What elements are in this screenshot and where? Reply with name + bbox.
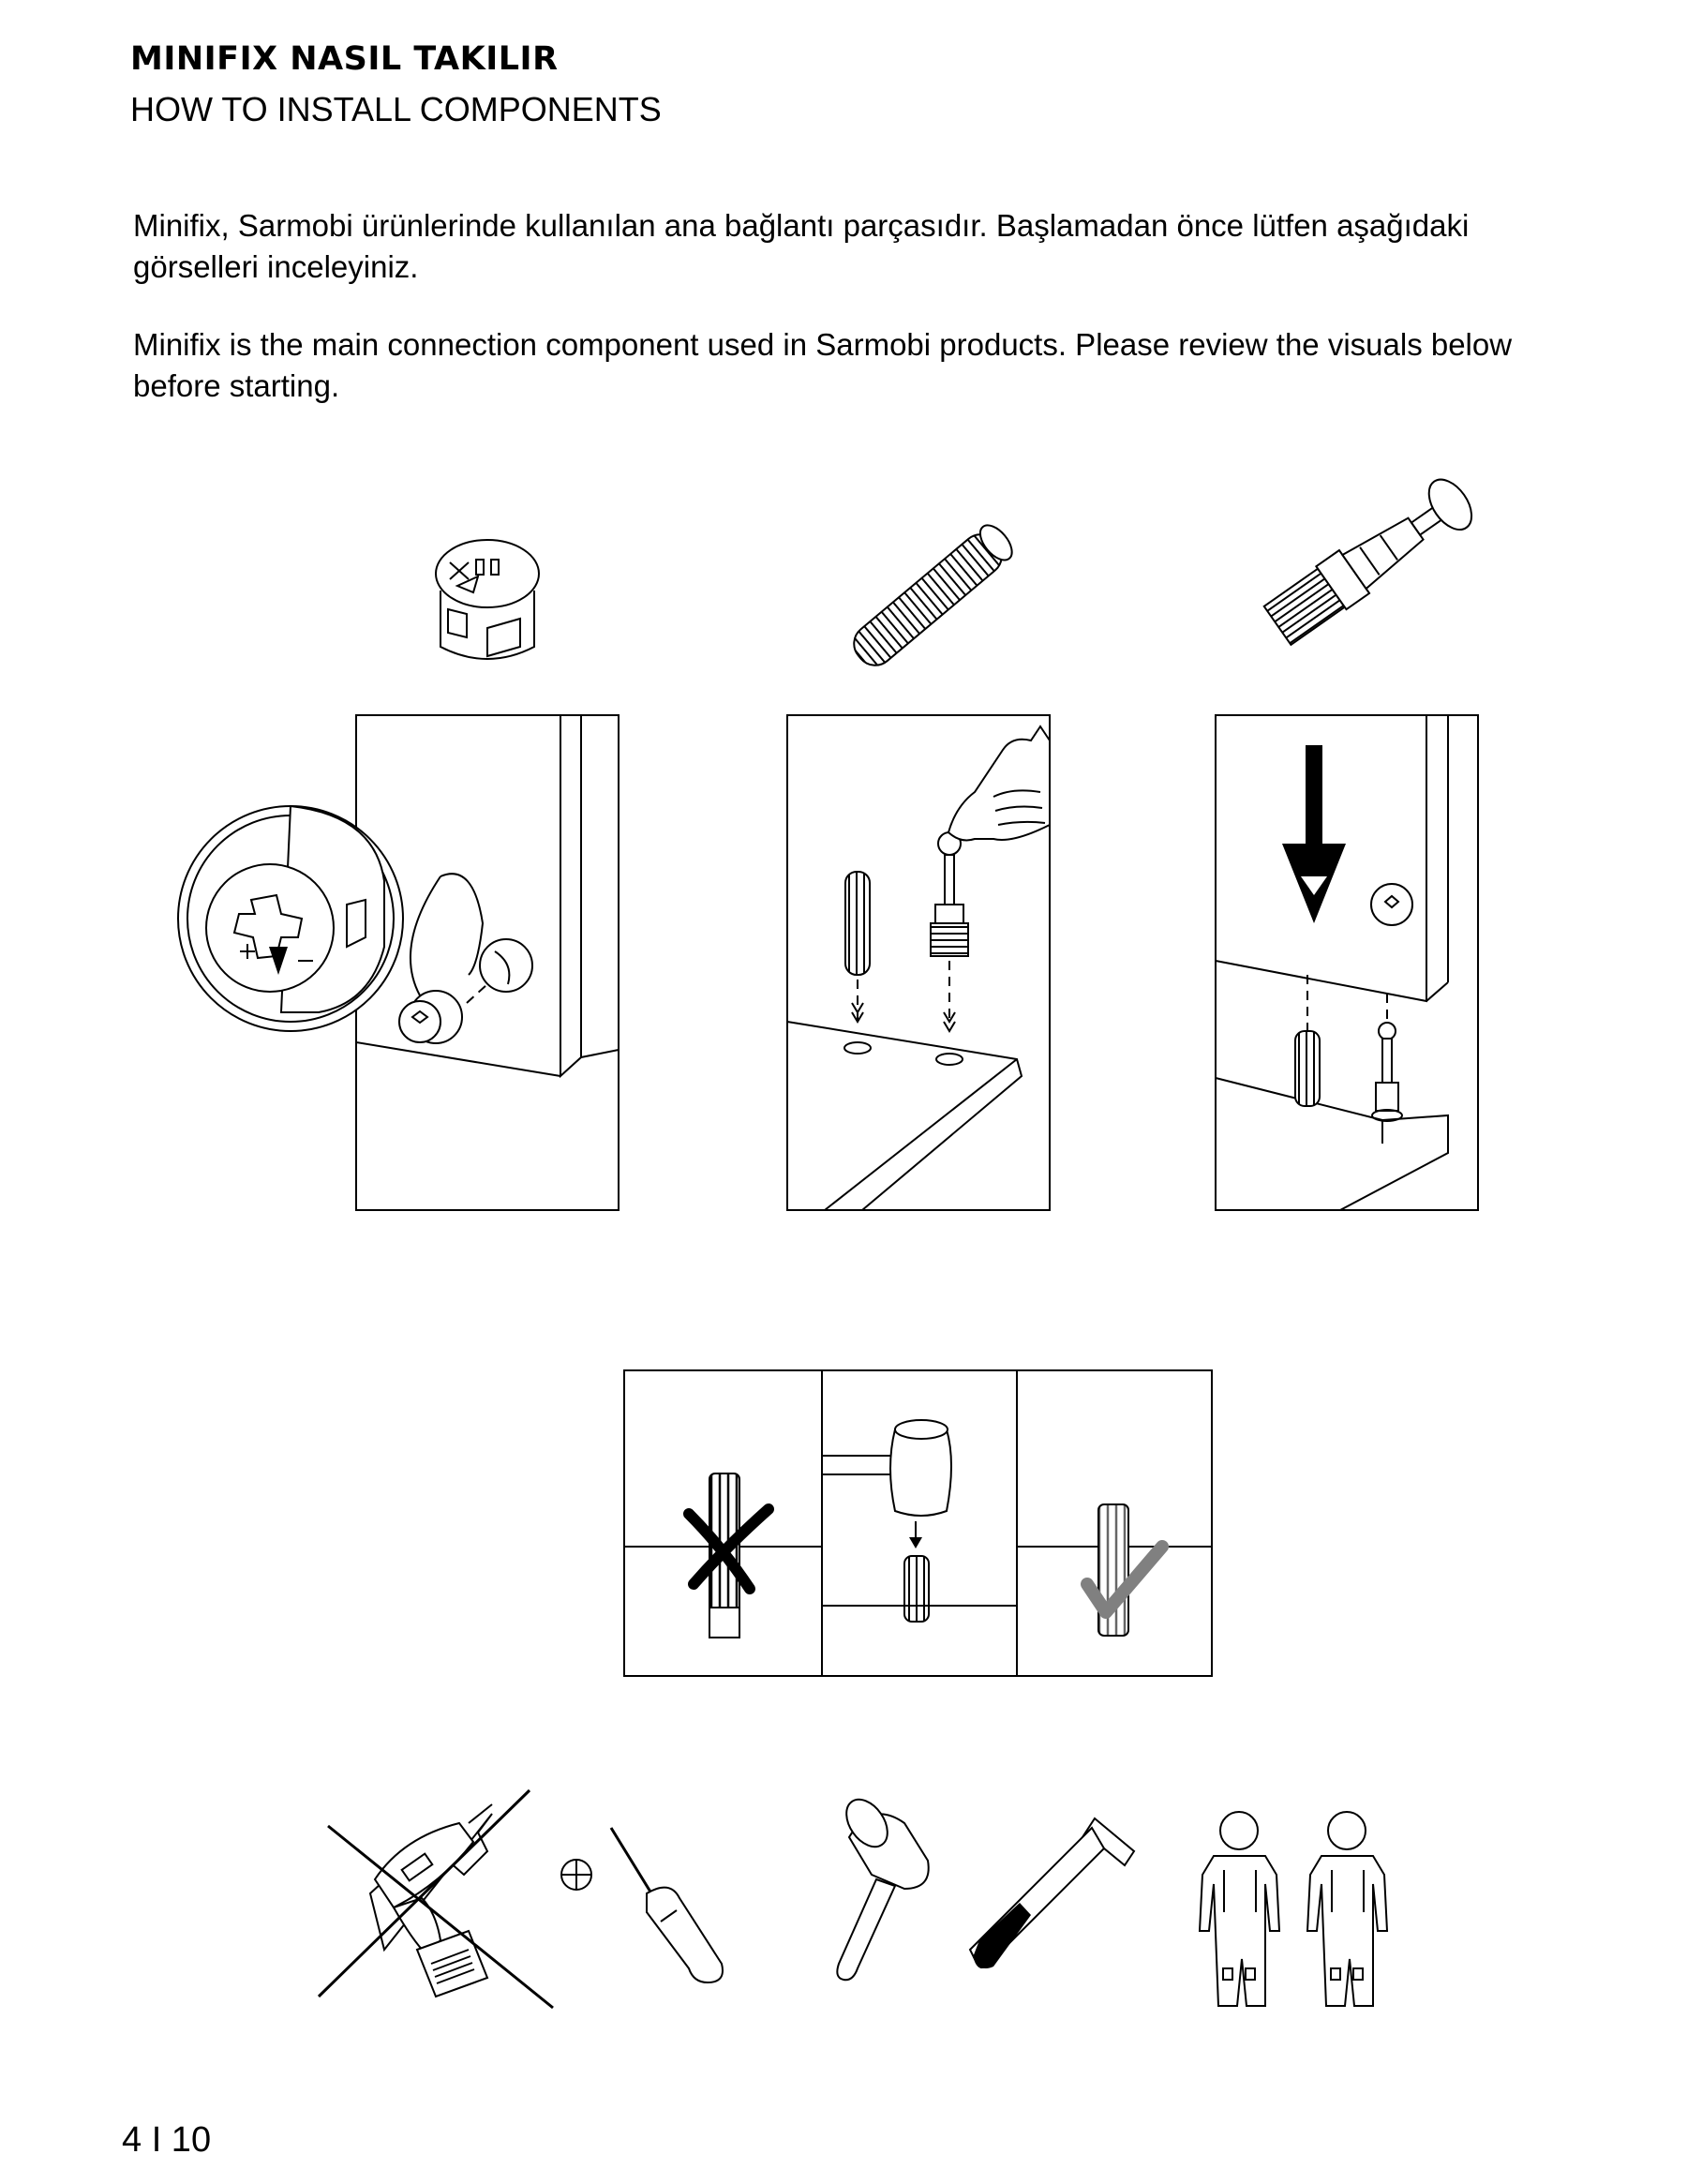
intro-paragraph-en: Minifix is the main connection component used in Sarmobi products. Please review the visuals below before starting. [133, 327, 1513, 403]
mallet-tap-dowel-icon [822, 1420, 1017, 1622]
page-subtitle: HOW TO INSTALL COMPONENTS [130, 90, 662, 128]
rubber-mallet-icon [837, 1792, 928, 1981]
intro-paragraph-tr: Minifix, Sarmobi ürünlerinde kullanılan ana bağlantı parçasıdır. Başlamadan önce lütfen aşağıdaki görselleri inceleyiniz. [133, 208, 1470, 284]
install-cam-lock-illustration [178, 715, 619, 1210]
dowel-wrong-icon [624, 1473, 822, 1638]
hammer-icon [970, 1818, 1134, 1968]
dowel-correct-icon [1017, 1504, 1212, 1636]
page-title: MINIFIX NASIL TAKILIR [130, 40, 559, 78]
page-number: 4 I 10 [122, 2120, 212, 2160]
minifix-cam-icon [436, 540, 539, 659]
dowel-guide [624, 1370, 1212, 1676]
join-panels-illustration [1216, 715, 1478, 1210]
connector-bolt-icon [1262, 471, 1480, 649]
phillips-screwdriver-icon [561, 1828, 723, 1982]
insert-dowel-and-bolt-illustration [787, 715, 1050, 1210]
no-power-drill-icon [319, 1790, 553, 2008]
wooden-dowel-icon [846, 519, 1018, 673]
two-people-icon [1200, 1812, 1387, 2006]
